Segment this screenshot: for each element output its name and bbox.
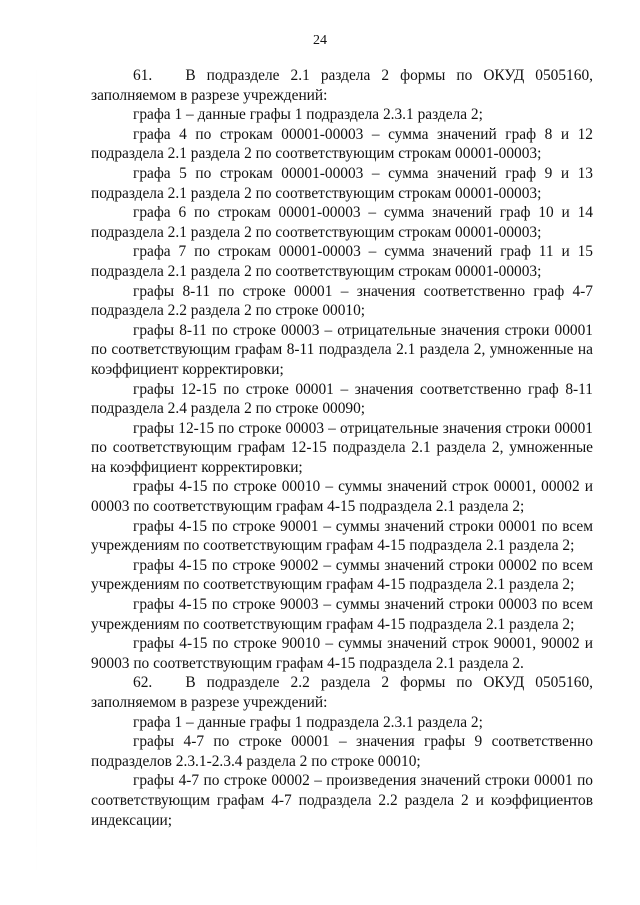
paragraph: графа 6 по строкам 00001-00003 – сумма значений граф 10 и 14 подраздела 2.1 раздела 2 по соответствующим строкам 00001-00003; — [91, 204, 593, 241]
paragraph: графа 1 – данные графы 1 подраздела 2.3.1 раздела 2; — [133, 106, 483, 124]
page-number: 24 — [313, 33, 327, 48]
paragraph: графы 4-7 по строке 00002 – произведения значений строки 00001 по соответствующим графам 4-7 подраздела 2.2 раздела 2 и коэффициентов индексации; — [91, 772, 593, 829]
paragraph: графы 4-15 по строке 90010 – суммы значений строк 90001, 90002 и 90003 по соответствующим графам 4-15 подраздела 2.1 раздела 2. — [91, 635, 593, 672]
document-body — [91, 66, 593, 830]
paragraph: графы 4-15 по строке 90002 – суммы значений строки 00002 по всем учреждениям по соответствующим графам 4-15 подраздела 2.1 раздела 2; — [91, 556, 593, 594]
paragraph: графа 1 – данные графы 1 подраздела 2.3.1 раздела 2; — [133, 713, 483, 731]
paragraph: графы 4-15 по строке 00010 – суммы значений строк 00001, 00002 и 00003 по соответствующим графам 4-15 подраздела 2.1 раздела 2; — [91, 478, 593, 516]
paragraph-61-heading: 61. В подразделе 2.1 раздела 2 формы по ОКУД 0505160, заполняемом в разрезе учреждений: — [91, 67, 593, 104]
paragraph: графы 8-11 по строке 00001 – значения соответственно граф 4-7 подраздела 2.2 раздела 2 по строке 00010; — [91, 282, 593, 320]
paragraph: графа 4 по строкам 00001-00003 – сумма значений граф 8 и 12 подраздела 2.1 раздела 2 по соответствующим строкам 00001-00003; — [91, 125, 593, 163]
paragraph: графы 8-11 по строке 00003 – отрицательные значения строки 00001 по соответствующим графам 8-11 подраздела 2.1 раздела 2, умноженные на коэффициент корректировки; — [91, 321, 593, 378]
scan-shadow-edge — [36, 60, 37, 880]
paragraph: графы 4-15 по строке 90001 – суммы значений строки 00001 по всем учреждениям по соответствующим графам 4-15 подраздела 2.1 раздела 2; — [91, 517, 593, 555]
paragraph: графы 12-15 по строке 00001 – значения соответственно граф 8-11 подраздела 2.4 раздела 2 по строке 00090; — [91, 380, 593, 418]
paragraph: графы 4-7 по строке 00001 – значения графы 9 соответственно подразделов 2.3.1-2.3.4 раздела 2 по строке 00010; — [91, 733, 593, 770]
paragraph: графа 7 по строкам 00001-00003 – сумма значений граф 11 и 15 подраздела 2.1 раздела 2 по соответствующим строкам 00001-00003; — [91, 243, 593, 280]
paragraph: графа 5 по строкам 00001-00003 – сумма значений граф 9 и 13 подраздела 2.1 раздела 2 по соответствующим строкам 00001-00003; — [91, 164, 593, 202]
paragraph: графы 12-15 по строке 00003 – отрицательные значения строки 00001 по соответствующим графам 12-15 подраздела 2.1 раздела 2, умноженные на коэффициент корректировки; — [91, 419, 593, 476]
paragraph-62-heading: 62. В подразделе 2.2 раздела 2 формы по ОКУД 0505160, заполняемом в разрезе учреждений: — [91, 674, 593, 711]
paragraph: графы 4-15 по строке 90003 – суммы значений строки 00003 по всем учреждениям по соответствующим графам 4-15 подраздела 2.1 раздела 2; — [91, 596, 593, 633]
